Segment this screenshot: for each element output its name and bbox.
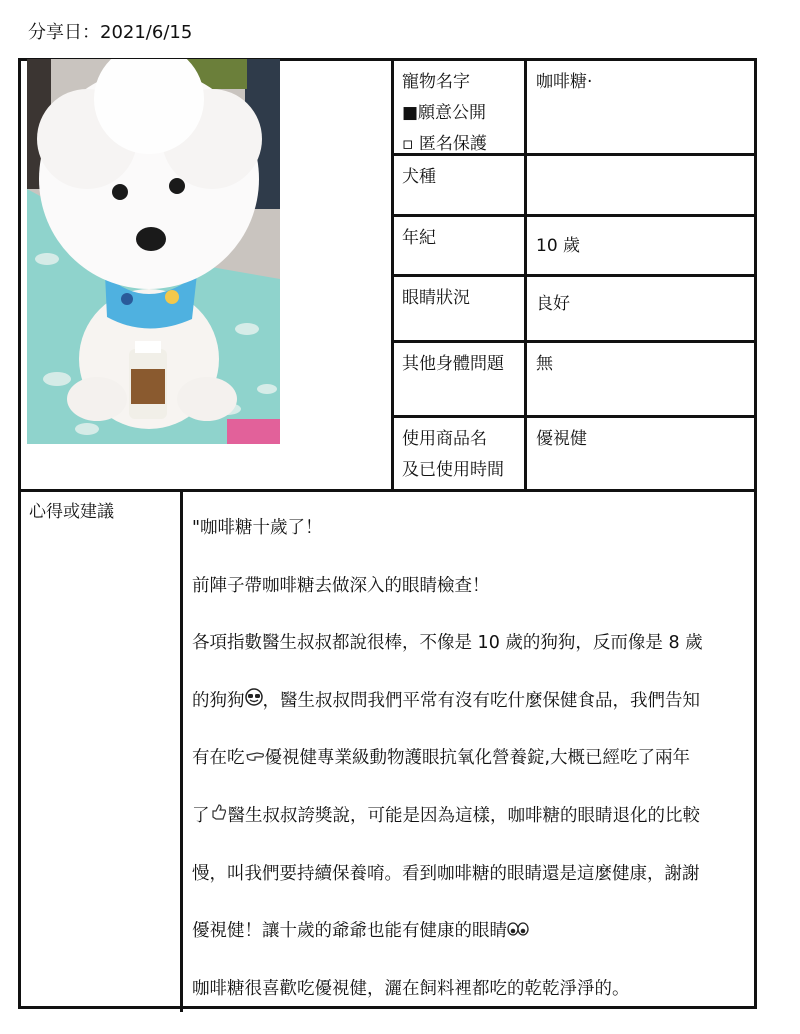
review-label: 心得或建議 <box>21 492 183 1012</box>
row-product <box>391 418 757 492</box>
anonymous-option: ▫ 匿名保護 <box>402 134 487 154</box>
row-other-issues <box>391 343 757 418</box>
review-line: 優視健！讓十歲的爺爺也能有健康的眼睛 <box>192 911 757 969</box>
review-line: 各項指數醫生叔叔都說很棒，不像是 10 歲的狗狗，反而像是 8 歲 <box>192 633 703 654</box>
breed-value <box>527 156 757 214</box>
testimonial-card <box>18 58 757 1009</box>
review-line: 咖啡糖很喜歡吃優視健，灑在飼料裡都吃的乾乾淨淨的。 <box>192 978 630 999</box>
eye-condition-label: 眼睛狀況 <box>391 277 527 340</box>
product-label-line2: 及已使用時間 <box>402 460 504 480</box>
eye-condition-value: 良好 <box>536 294 570 314</box>
pointing-hand-icon <box>245 738 265 778</box>
other-issues-value: 無 <box>536 354 553 374</box>
sunglasses-emoji-icon <box>245 681 263 721</box>
review-line: 的狗狗 ，醫生叔叔問我們平常有沒有吃什麼保健食品，我們告知 <box>192 681 757 739</box>
pet-name-value: 咖啡糖· <box>536 72 593 92</box>
other-issues-label: 其他身體問題 <box>391 343 527 415</box>
pet-info-table <box>391 61 757 492</box>
review-line: 了 醫生叔叔誇獎說，可能是因為這樣，咖啡糖的眼睛退化的比較 <box>192 796 757 854</box>
review-line: 慢，叫我們要持續保養唷。看到咖啡糖的眼睛還是這麼健康，謝謝 <box>192 863 700 884</box>
photo-cell <box>21 61 391 492</box>
review-line: "咖啡糖十歲了！ <box>192 518 323 538</box>
thumbs-up-icon <box>210 796 228 836</box>
pet-name-label: 寵物名字 <box>402 72 470 92</box>
public-option: ■願意公開 <box>402 103 487 123</box>
row-eye-condition <box>391 277 757 343</box>
product-label-cell <box>391 418 527 492</box>
pet-name-label-cell <box>391 61 527 153</box>
review-line: 有在吃 優視健專業級動物護眼抗氧化營養錠,大概已經吃了兩年 <box>192 738 757 796</box>
breed-label: 犬種 <box>391 156 527 214</box>
product-value: 優視健 <box>536 429 587 449</box>
eyes-icon <box>507 911 529 951</box>
dog-photo <box>27 59 280 444</box>
age-label: 年紀 <box>391 217 527 274</box>
review-body <box>186 508 757 1026</box>
row-age <box>391 217 757 277</box>
share-date: 分享日：2021/6/15 <box>28 22 193 43</box>
row-breed <box>391 156 757 217</box>
product-label-line1: 使用商品名 <box>402 429 487 449</box>
dog-illustration <box>27 59 280 444</box>
age-value: 10 歲 <box>536 236 581 256</box>
review-section <box>21 489 757 1012</box>
row-pet-name <box>391 61 757 156</box>
review-line: 前陣子帶咖啡糖去做深入的眼睛檢查！ <box>192 575 490 596</box>
